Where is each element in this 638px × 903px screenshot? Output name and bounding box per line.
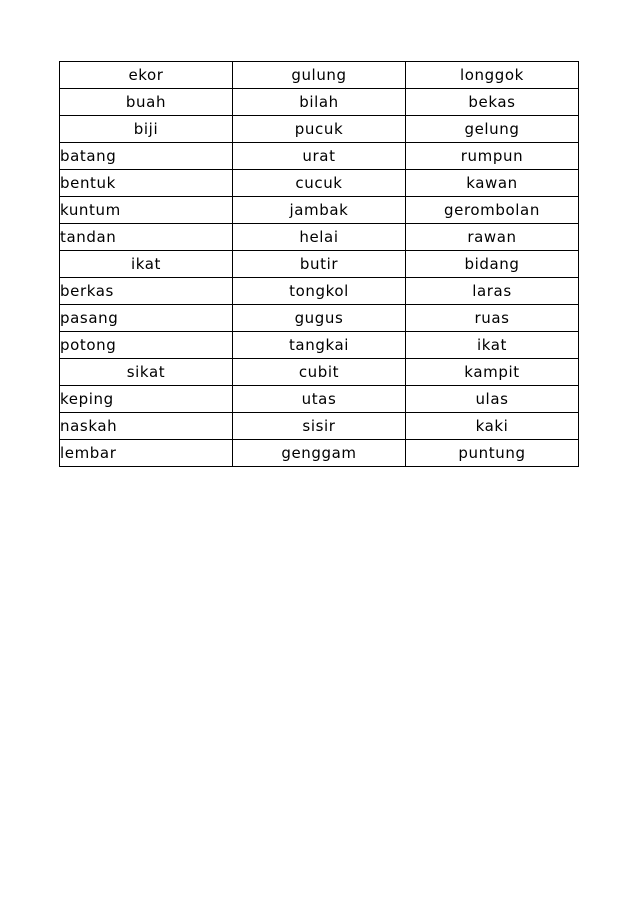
table-cell: genggam xyxy=(233,440,406,467)
table-cell: tandan xyxy=(60,224,233,251)
table-cell: kampit xyxy=(406,359,579,386)
table-cell: biji xyxy=(60,116,233,143)
table-cell: cubit xyxy=(233,359,406,386)
table-cell: ikat xyxy=(406,332,579,359)
table-cell: bentuk xyxy=(60,170,233,197)
table-cell: utas xyxy=(233,386,406,413)
table-cell: laras xyxy=(406,278,579,305)
table-row xyxy=(60,89,579,116)
table-cell: butir xyxy=(233,251,406,278)
table-row xyxy=(60,170,579,197)
table-cell: gelung xyxy=(406,116,579,143)
table-row xyxy=(60,413,579,440)
table-cell: ulas xyxy=(406,386,579,413)
table-cell: berkas xyxy=(60,278,233,305)
table-cell: puntung xyxy=(406,440,579,467)
table-cell: tangkai xyxy=(233,332,406,359)
table-row xyxy=(60,116,579,143)
table-row xyxy=(60,251,579,278)
table-cell: jambak xyxy=(233,197,406,224)
table-cell: bidang xyxy=(406,251,579,278)
table-cell: ruas xyxy=(406,305,579,332)
table-cell: helai xyxy=(233,224,406,251)
table-cell: tongkol xyxy=(233,278,406,305)
table-cell: bekas xyxy=(406,89,579,116)
word-table-body xyxy=(60,62,579,467)
table-cell: ikat xyxy=(60,251,233,278)
table-cell: ekor xyxy=(60,62,233,89)
table-cell: rumpun xyxy=(406,143,579,170)
table-row xyxy=(60,440,579,467)
table-cell: gulung xyxy=(233,62,406,89)
table-row xyxy=(60,224,579,251)
table-cell: longgok xyxy=(406,62,579,89)
table-cell: naskah xyxy=(60,413,233,440)
table-cell: potong xyxy=(60,332,233,359)
table-cell: urat xyxy=(233,143,406,170)
table-cell: batang xyxy=(60,143,233,170)
table-cell: sisir xyxy=(233,413,406,440)
table-row xyxy=(60,143,579,170)
table-cell: cucuk xyxy=(233,170,406,197)
table-row xyxy=(60,197,579,224)
word-table xyxy=(59,61,579,467)
table-row xyxy=(60,386,579,413)
table-row xyxy=(60,278,579,305)
table-cell: keping xyxy=(60,386,233,413)
table-cell: kawan xyxy=(406,170,579,197)
table-cell: pucuk xyxy=(233,116,406,143)
table-cell: kaki xyxy=(406,413,579,440)
table-row xyxy=(60,359,579,386)
table-cell: gugus xyxy=(233,305,406,332)
table-cell: lembar xyxy=(60,440,233,467)
table-cell: rawan xyxy=(406,224,579,251)
table-cell: buah xyxy=(60,89,233,116)
table-cell: kuntum xyxy=(60,197,233,224)
table-cell: sikat xyxy=(60,359,233,386)
table-cell: pasang xyxy=(60,305,233,332)
table-row xyxy=(60,332,579,359)
table-cell: gerombolan xyxy=(406,197,579,224)
table-row xyxy=(60,62,579,89)
table-cell: bilah xyxy=(233,89,406,116)
table-row xyxy=(60,305,579,332)
